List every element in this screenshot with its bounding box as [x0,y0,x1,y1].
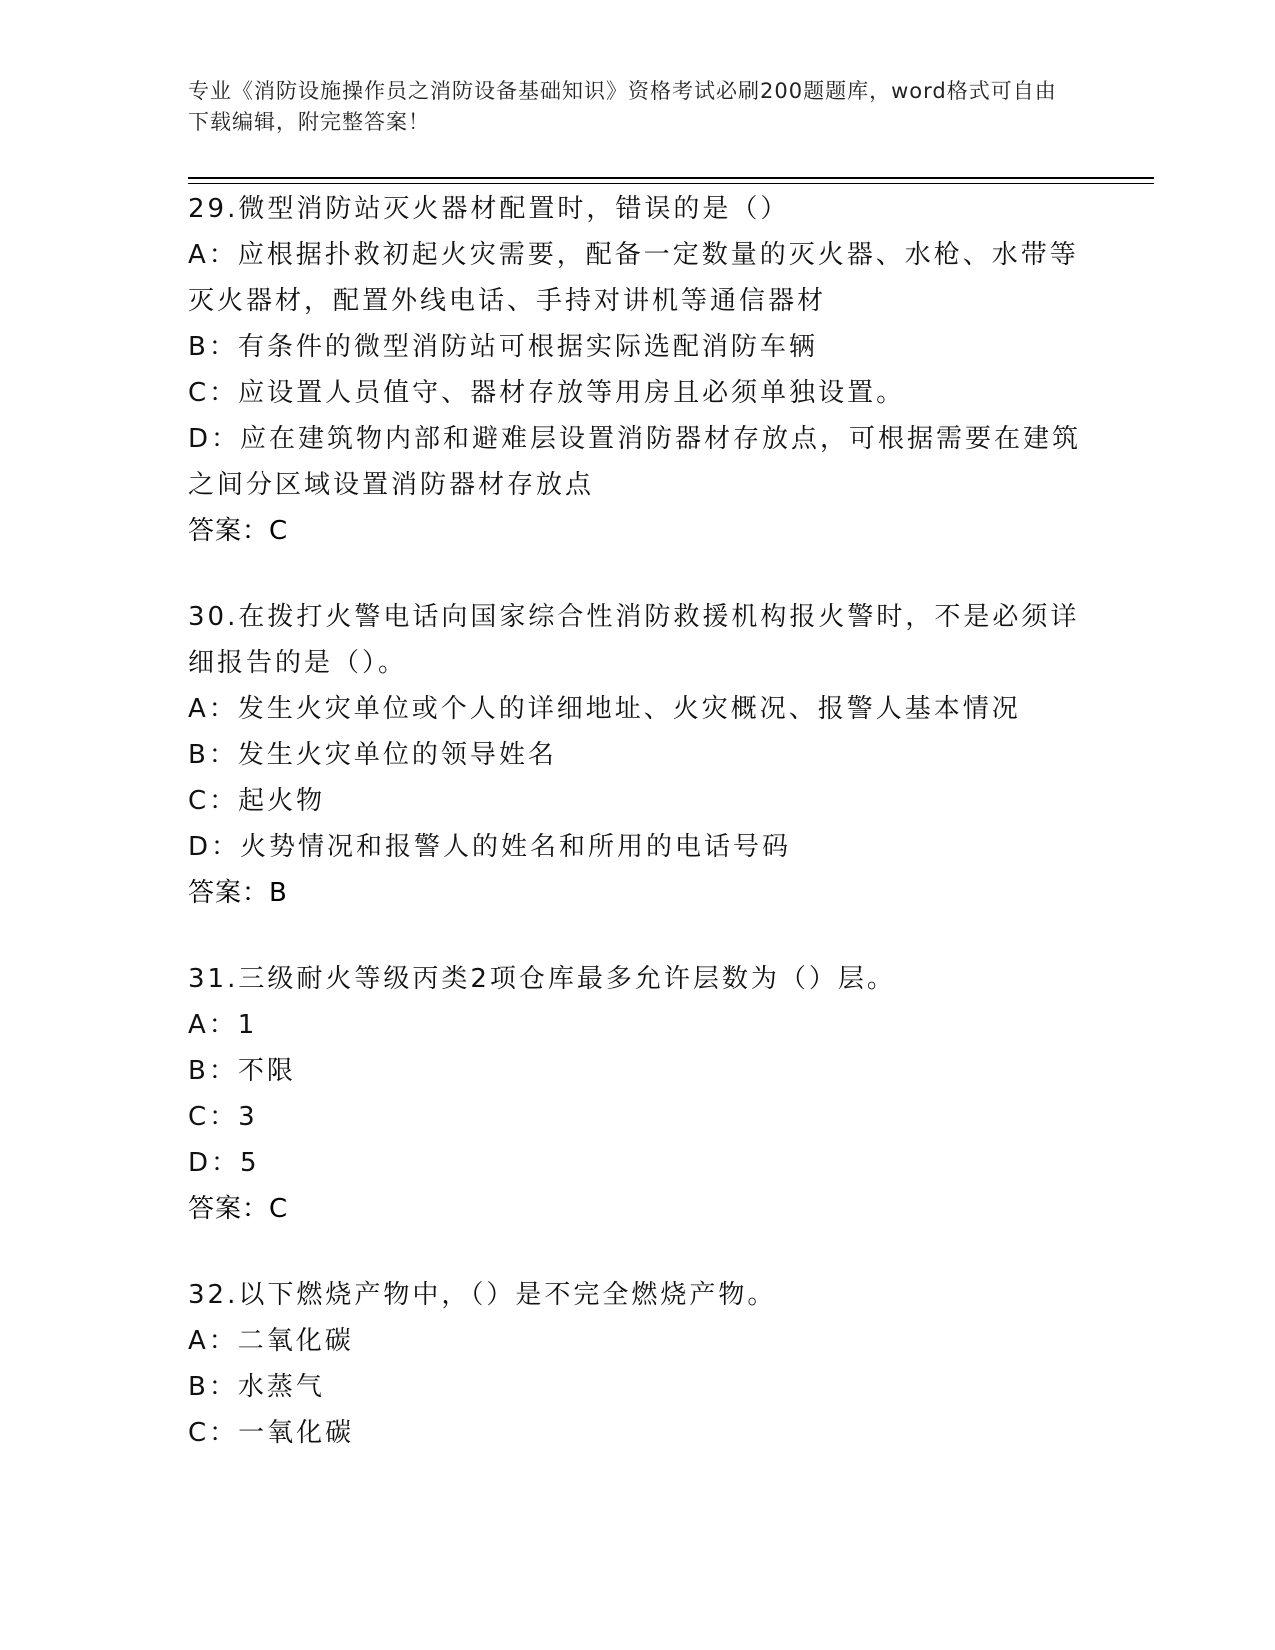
header-rule-thin [188,183,1154,184]
option-c: C：一氧化碳 [188,1418,355,1448]
answer-label: 答案：C [188,1194,289,1224]
option-d: D：火势情况和报警人的姓名和所用的电话号码 [188,832,792,862]
option-a: A：发生火灾单位或个人的详细地址、火灾概况、报警人基本情况 [188,694,1021,724]
option-d: D：5 [188,1148,260,1178]
question-31 [188,956,1088,1232]
question-29 [188,186,1088,554]
answer-label: 答案：C [188,516,289,546]
document-header: 专业《消防设施操作员之消防设备基础知识》资格考试必刷200题题库，word格式可自由下载编辑，附完整答案！ [188,79,1057,134]
option-a: A：二氧化碳 [188,1326,354,1356]
option-b: B：有条件的微型消防站可根据实际选配消防车辆 [188,332,818,362]
answer-label: 答案：B [188,878,288,908]
question-stem: 31.三级耐火等级丙类2项仓库最多允许层数为（）层。 [188,964,896,994]
option-d: D：应在建筑物内部和避难层设置消防器材存放点，可根据需要在建筑之间分区域设置消防器材存放点 [188,424,1082,500]
question-list [188,186,1088,1496]
header-rule-thick [188,177,1154,179]
option-b: B：水蒸气 [188,1372,325,1402]
option-c: C：3 [188,1102,258,1132]
option-b: B：不限 [188,1056,296,1086]
option-c: C：应设置人员值守、器材存放等用房且必须单独设置。 [188,378,906,408]
question-30 [188,594,1088,916]
question-stem: 32.以下燃烧产物中，（）是不完全燃烧产物。 [188,1280,777,1310]
option-c: C：起火物 [188,786,326,816]
question-stem: 30.在拨打火警电话向国家综合性消防救援机构报火警时，不是必须详细报告的是（）。 [188,602,1080,678]
option-b: B：发生火灾单位的领导姓名 [188,740,557,770]
option-a: A：1 [188,1010,258,1040]
question-stem: 29.微型消防站灭火器材配置时，错误的是（） [188,194,790,224]
option-a: A：应根据扑救初起火灾需要，配备一定数量的灭火器、水枪、水带等灭火器材，配置外线电话、手持对讲机等通信器材 [188,240,1079,316]
question-32 [188,1272,1088,1456]
